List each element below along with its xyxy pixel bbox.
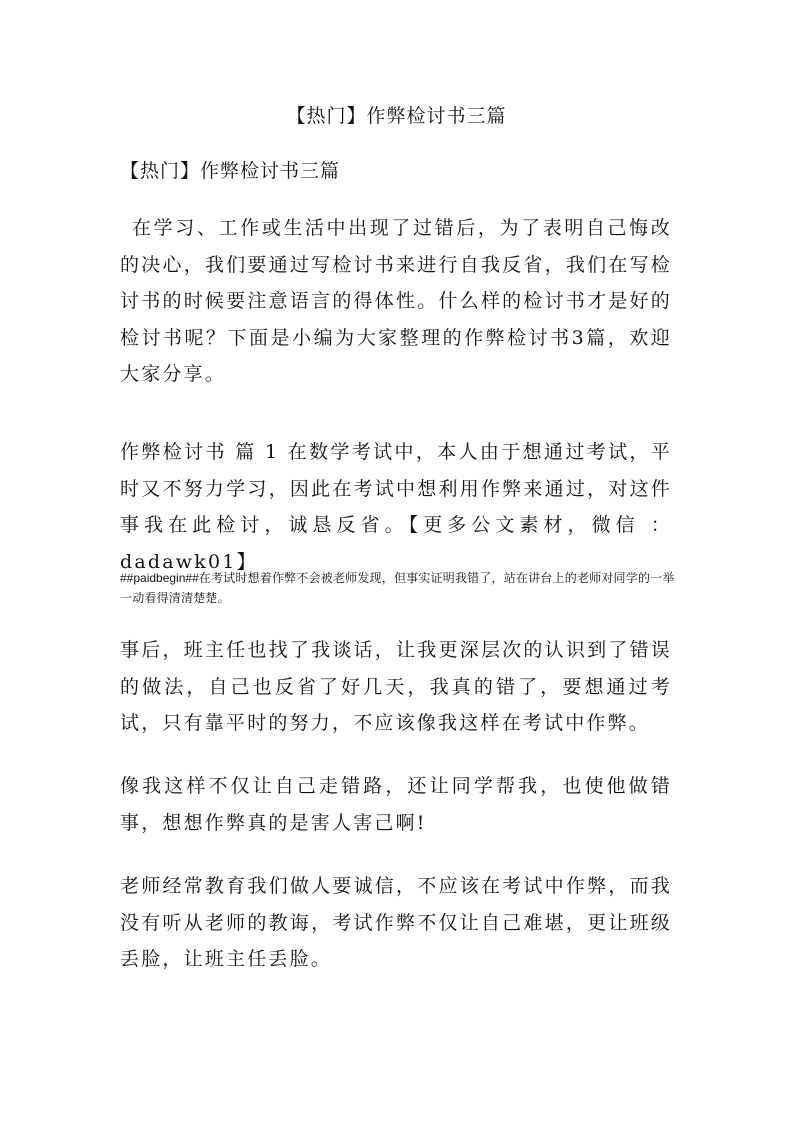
document-subtitle: 【热门】作弊检讨书三篇	[120, 160, 341, 182]
paid-marker-text: 在考试时想着作弊不会被老师发现，但事实证明我错了，站在讲台上的老师对同学的一举一动看得清清楚楚。	[120, 571, 675, 605]
document-title: 【热门】作弊检讨书三篇	[286, 105, 507, 127]
body-paragraph: 像我这样不仅让自己走错路，还让同学帮我，也使他做错事，想想作弊真的是害人害己啊!	[120, 775, 672, 834]
section-1-paragraph	[120, 434, 672, 580]
body-paragraph: 事后，班主任也找了我谈话，让我更深层次的认识到了错误的做法，自己也反省了好几天，我真的错了，要想通过考试，只有靠平时的努力，不应该像我这样在考试中作弊。	[120, 639, 672, 734]
intro-paragraph: 在学习、工作或生活中出现了过错后，为了表明自己悔改的决心，我们要通过写检讨书来进行自我反省，我们在写检讨书的时候要注意语言的得体性。什么样的检讨书才是好的检讨书呢？下面是小编为大家整理的作弊检讨书3篇，欢迎大家分享。	[120, 217, 672, 385]
paid-marker-paragraph	[120, 568, 676, 608]
promo-text: 【更多公文素材，微信 ：dadawk01】	[120, 514, 672, 573]
body-paragraph: 老师经常教育我们做人要诚信，不应该在考试中作弊，而我没有听从老师的教诲，考试作弊不仅让自己难堪，更让班级丢脸，让班主任丢脸。	[120, 875, 672, 970]
section-1-text: 作弊检讨书 篇 1 在数学考试中，本人由于想通过考试，平时又不努力学习，因此在考试中想利用作弊来通过，对这件事我在此检讨，诚恳反省。	[120, 441, 672, 536]
paid-marker-tag: ##paidbegin##	[120, 571, 199, 585]
